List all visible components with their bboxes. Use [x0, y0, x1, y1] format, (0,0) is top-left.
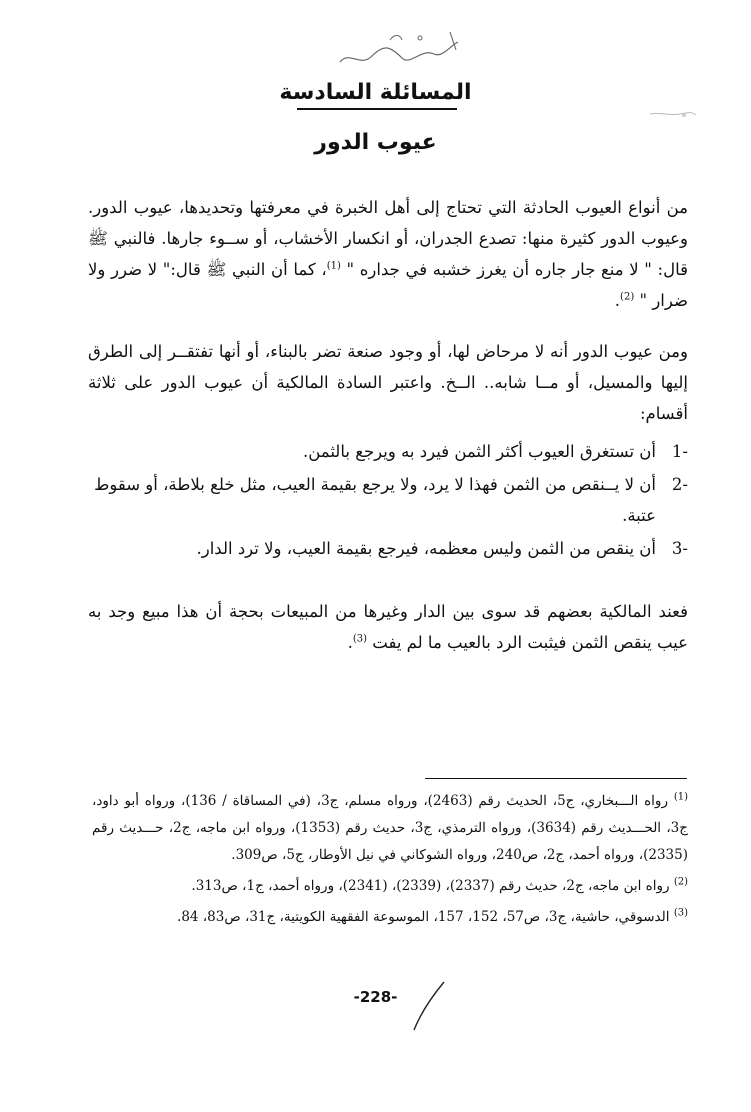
- list-number: -1: [671, 442, 688, 461]
- paragraph-text: ومن عيوب الدور أنه لا مرحاض لها، أو وجود صنعة تضر بالبناء، أو أنها تفتقــر إلى الطرق إليها والمسيل، أو مــا شابه.. الــخ. واعتبر السادة المالكية أن عيوب الدور على ثلاثة أقسام:: [88, 342, 688, 423]
- paragraph-maliki: [88, 596, 688, 658]
- list-text: أن ينقص من الثمن وليس معظمه، فيرجع بقيمة العيب، ولا ترد الدار.: [196, 539, 656, 558]
- list-text: أن تستغرق العيوب أكثر الثمن فيرد به ويرجع بالثمن.: [302, 442, 656, 461]
- footnote-number: (2): [673, 876, 688, 888]
- page-title: المسائلة السادسة: [279, 80, 472, 105]
- footnote-number: (3): [673, 907, 688, 919]
- paragraph-end: .: [347, 633, 353, 652]
- paragraph-text: فعند المالكية بعضهم قد سوى بين الدار وغيرها من المبيعات بحجة أن هذا مبيع وجد به عيب ينقص الثمن فيثبت الرد بالعيب ما لم يفت: [88, 602, 688, 652]
- footnotes: [92, 788, 688, 935]
- list-number: -2: [671, 475, 688, 494]
- footnote-text: رواه ابن ماجه، ج2، حديث رقم (2337)، (2339)، (2341)، ورواه أحمد، ج1، ص313.: [191, 878, 670, 894]
- page-number: -228-: [353, 988, 398, 1006]
- list-item: [88, 533, 688, 564]
- list-number: -3: [671, 539, 688, 558]
- footnote-ref: (2): [620, 291, 635, 303]
- footnote-text: رواه الـــبخاري، ج5، الحديث رقم (2463)، ورواه مسلم، ج3، (في المساقاة / 136)، ورواه أبو داود، ج3، الحـــديث رقم (3634)، ورواه الترمذي، ج3، حديث رقم (1353)، ورواه ابن ماجه، ج2، حـــديث رقم (2335)، ورواه أحمد، ج2، ص240، ورواه الشوكاني في نيل الأوطار، ج5، ص309.: [92, 793, 688, 863]
- footnote-ref: (3): [352, 633, 368, 645]
- list-item: [88, 436, 688, 467]
- footnote-separator: [425, 778, 687, 779]
- paragraph-intro: [88, 192, 688, 316]
- paragraph-text: من أنواع العيوب الحادثة التي تحتاج إلى أهل الخبرة في معرفتها وتحديدها، عيوب الدور. وعيوب الدور كثيرة منها: تصدع الجدران، أو انكسار الأخشاب، أو ســوء جارها. فالنبي ﷺ قال: " لا منع جار جاره أن يغرز خشبه في جداره ": [88, 198, 688, 279]
- scan-smudge: [648, 106, 698, 122]
- pen-stroke-mark: [410, 978, 450, 1034]
- list-text: أن لا يــنقص من الثمن فهذا لا يرد، ولا يرجع بقيمة العيب، مثل خلع بلاطة، أو سقوط عتبة.: [94, 475, 656, 525]
- footnote-number: (1): [673, 791, 688, 803]
- footnote: [92, 788, 688, 869]
- handwritten-annotation: [330, 28, 480, 76]
- footnote: [92, 873, 688, 900]
- paragraph-categories: [88, 336, 688, 429]
- footnote: [92, 904, 688, 931]
- page-subtitle: عيوب الدور: [314, 130, 437, 155]
- list-item: [88, 469, 688, 531]
- footnote-text: الدسوقي، حاشية، ج3، ص57، 152، 157، الموسوعة الفقهية الكويتية، ج31، ص83، 84.: [177, 909, 670, 925]
- paragraph-end: .: [614, 291, 621, 310]
- title-underline: [297, 108, 457, 110]
- defect-categories-list: [88, 436, 688, 566]
- footnote-ref: (1): [326, 260, 341, 272]
- paragraph-text: ، كما أن النبي ﷺ قال:" لا ضرر ولا ضرار ": [88, 260, 688, 310]
